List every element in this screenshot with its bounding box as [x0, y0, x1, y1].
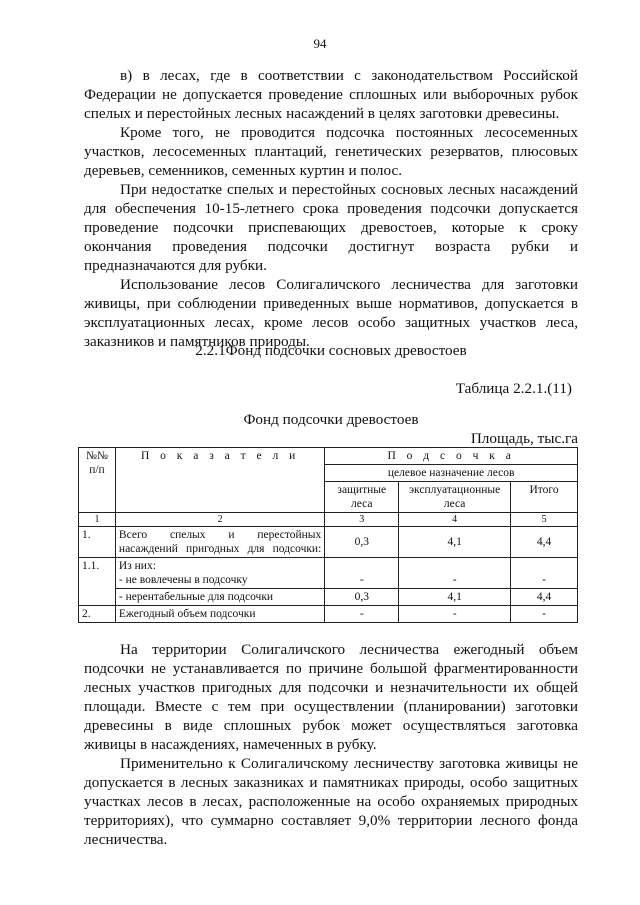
row-num: 1. — [79, 527, 116, 558]
cell-protective: - — [325, 606, 399, 623]
row-label: Ежегодный объем подсочки — [115, 606, 324, 623]
cell-protective: 0,3 — [325, 589, 399, 606]
column-number: 5 — [511, 513, 578, 527]
paragraph-resin-use: Использование лесов Солигаличского лесничества для заготовки живицы, при соблюдении приведенных выше нормативов, допускается в эксплуатационных лесах, кроме лесов особо защитных участков леса, заказников и памятников природы. — [84, 276, 578, 350]
row-label: Всего спелых и перестойных насаждений пригодных для подсочки: — [115, 527, 324, 558]
cell-exploitation: - — [399, 606, 511, 623]
column-number: 3 — [325, 513, 399, 527]
paragraph-no-annual-volume: На территории Солигаличского лесничества ежегодный объем подсочки не устанавливается по причине большой фрагментированности лесных участков пригодных для подсочки и незначительности их общей площади. Вместе с тем при осуществлении (планировании) заготовки древесины в виде сплошных рубок может осуществляться заготовка живицы в насаждениях, намеченных в рубку. — [84, 641, 578, 753]
cell-total: - — [511, 606, 578, 623]
header-indicators: П о к а з а т е л и — [115, 448, 324, 513]
column-number: 2 — [115, 513, 324, 527]
intro-text-block — [84, 66, 578, 351]
header-tapping: П о д с о ч к а — [325, 448, 578, 465]
section-title: 2.2.1Фонд подсочки сосновых древостоев — [195, 342, 467, 359]
paragraph-protected-areas: Применительно к Солигаличскому лесничеству заготовка живицы не допускается в лесных заказниках и памятниках природы, особо защитных участках лесов в лесах, расположенные на особо охраняемых природных территориях), что суммарно составляет 9,0% территории лесного фонда лесничества. — [84, 755, 578, 848]
column-number: 1 — [79, 513, 116, 527]
header-protective: защитные леса — [325, 482, 399, 513]
tapping-fund-table — [78, 447, 578, 623]
row-num: 2. — [79, 606, 116, 623]
table-reference: Таблица 2.2.1.(11) — [455, 380, 572, 397]
paragraph-forests-restrictions: в) в лесах, где в соответствии с законодательством Российской Федерации не допускается проведение сплошных или выборочных рубок спелых и перестойных лесных насаждений в целях заготовки древесины. — [84, 67, 578, 122]
table-row — [79, 589, 578, 606]
cell-total: 4,4 — [511, 589, 578, 606]
row-sublabel-not-involved: - не вовлечены в подсочку — [118, 574, 248, 586]
column-number: 4 — [399, 513, 511, 527]
cell-total: 4,4 — [511, 527, 578, 558]
area-unit-label: Площадь, тыс.га — [470, 430, 578, 447]
cell-exploitation: 4,1 — [399, 589, 511, 606]
cell-exploitation: 4,1 — [399, 527, 511, 558]
table-header-row — [79, 448, 578, 465]
header-exploitation: эксплуатационные леса — [399, 482, 511, 513]
closing-text-block — [84, 640, 578, 849]
table-row — [79, 558, 578, 589]
table-title: Фонд подсочки древостоев — [243, 411, 419, 428]
table-row — [79, 606, 578, 623]
paragraph-seed-plots: Кроме того, не проводится подсочка постоянных лесосеменных участков, лесосеменных плантаций, генетических резерватов, плюсовых деревьев, семенников, семенных куртин и полос. — [84, 124, 578, 179]
column-number-row — [79, 513, 578, 527]
header-num: №№ п/п — [79, 448, 116, 513]
page-number: 94 — [313, 36, 327, 51]
row-label: - нерентабельные для подсочки — [115, 589, 324, 606]
cell-total: - — [511, 558, 578, 589]
row-num: 1.1. — [79, 558, 116, 606]
header-total: Итого — [511, 482, 578, 513]
row-label — [115, 558, 324, 589]
header-purpose: целевое назначение лесов — [325, 465, 578, 482]
paragraph-premature-stands: При недостатке спелых и перестойных сосновых лесных насаждений для обеспечения 10-15-летнего срока проведения подсочки допускается проведение подсочки приспевающих древостоев, которые к сроку окончания проведения подсочки достигнут возраста рубки и предназначаются для рубки. — [84, 181, 578, 274]
table-row — [79, 527, 578, 558]
cell-protective: - — [325, 558, 399, 589]
cell-protective: 0,3 — [325, 527, 399, 558]
row-sublabel: Из них: — [118, 560, 156, 572]
cell-exploitation: - — [399, 558, 511, 589]
